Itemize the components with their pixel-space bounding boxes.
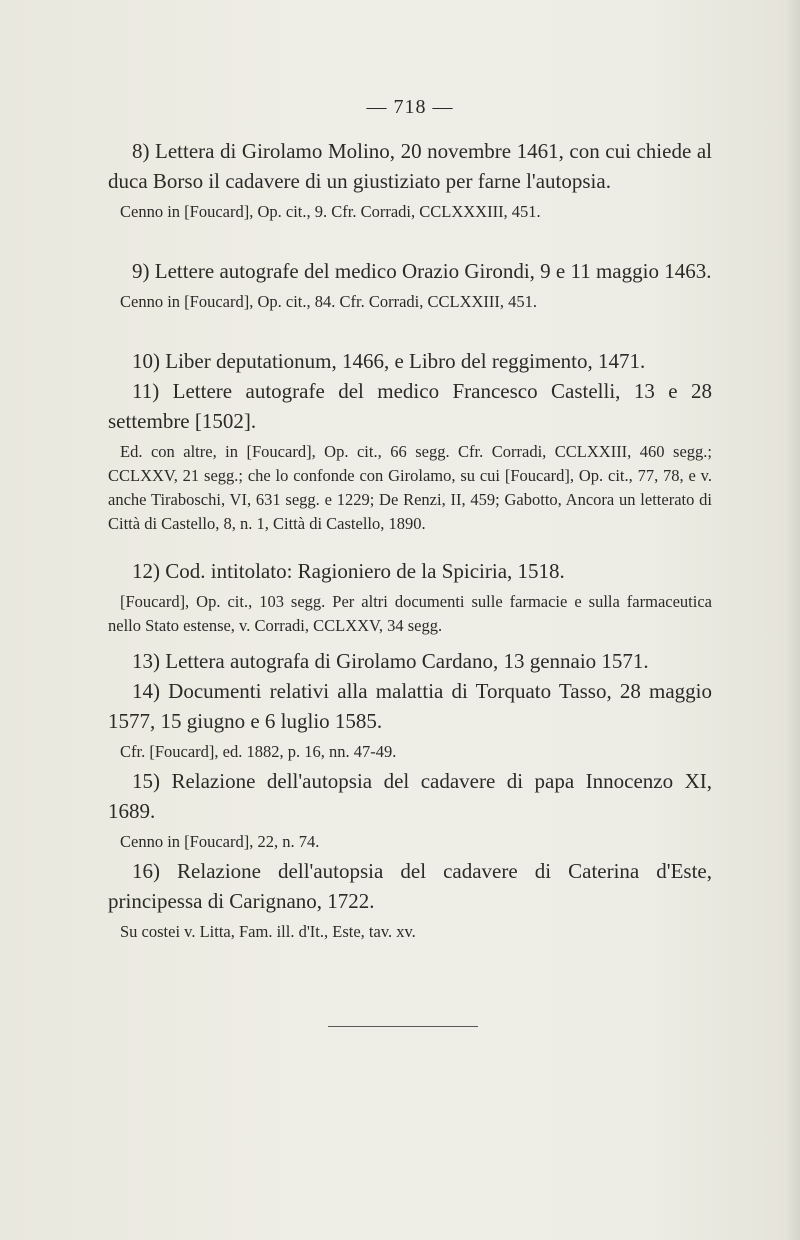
entry-note: Su costei v. Litta, Fam. ill. d'It., Este, tav. xv. [120,922,416,941]
entry-15 [108,766,712,854]
entry-text: 13) Lettera autografa di Girolamo Cardano, 13 gennaio 1571. [132,649,649,673]
entry-note: Ed. con altre, in [Foucard], Op. cit., 66 segg. Cfr. Corradi, CCLXXIII, 460 segg.; CCLXXV, 21 segg.; che lo confonde con Girolamo, su cui [Foucard], Op. cit., 77, 78, e v. anche Tiraboschi, VI, 631 segg. e 1229; De Renzi, II, 459; Gabotto, Ancora un letterato di Città di Castello, 8, n. 1, Città di Castello, 1890. [108,442,712,533]
entry-text: 10) Liber deputationum, 1466, e Libro del reggimento, 1471. [132,349,646,373]
entry-text: 12) Cod. intitolato: Ragioniero de la Spiciria, 1518. [132,559,565,583]
page-number: — 718 — [366,96,454,118]
entry-note: Cenno in [Foucard], Op. cit., 9. Cfr. Corradi, CCLXXXIII, 451. [120,202,541,221]
entry-16 [108,856,712,944]
entry-text: 8) Lettera di Girolamo Molino, 20 novembre 1461, con cui chiede al duca Borso il cadavere di un giustiziato per farne l'autopsia. [108,139,712,193]
entry-text: 11) Lettere autografe del medico Francesco Castelli, 13 e 28 settembre [1502]. [108,379,712,433]
entry-10 [108,346,712,376]
end-rule [328,1026,478,1027]
page-edge-shadow [786,0,800,1240]
entry-note: [Foucard], Op. cit., 103 segg. Per altri documenti sulle farmacie e sulla farmaceutica nello Stato estense, v. Corradi, CCLXXV, 34 segg. [108,592,712,635]
entry-text: 9) Lettere autografe del medico Orazio Girondi, 9 e 11 maggio 1463. [132,259,712,283]
entry-note: Cenno in [Foucard], 22, n. 74. [120,832,320,851]
entry-8 [108,136,712,224]
entry-note: Cenno in [Foucard], Op. cit., 84. Cfr. Corradi, CCLXXIII, 451. [120,292,538,311]
entry-text: 15) Relazione dell'autopsia del cadavere di papa Innocenzo XI, 1689. [108,769,712,823]
entry-13 [108,646,712,676]
entry-text: 14) Documenti relativi alla malattia di Torquato Tasso, 28 maggio 1577, 15 giugno e 6 luglio 1585. [108,679,712,733]
entry-9 [108,256,712,314]
entry-14 [108,676,712,764]
entry-12 [108,556,712,638]
entry-11 [108,376,712,536]
entry-note: Cfr. [Foucard], ed. 1882, p. 16, nn. 47-49. [120,742,397,761]
entry-text: 16) Relazione dell'autopsia del cadavere di Caterina d'Este, principessa di Carignano, 1722. [108,859,712,913]
